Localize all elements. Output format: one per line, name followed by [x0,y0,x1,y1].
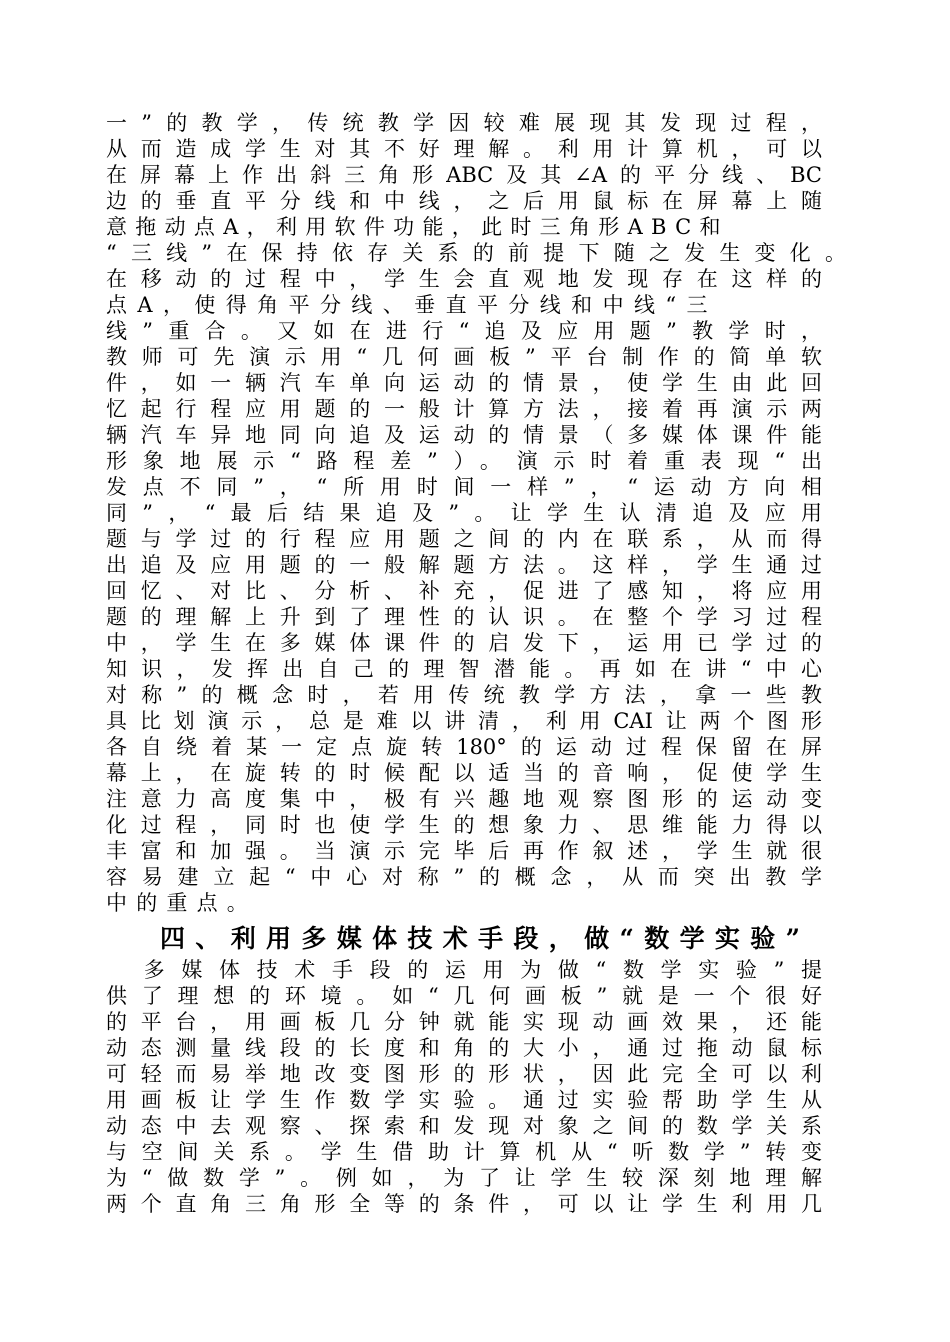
text-line: 点A，使得角平分线、垂直平分线和中线“三 [106,293,718,317]
text-line: 化过程，同时也使学生的想象力、思维能力得以 [106,813,822,837]
text-line: 同”，“最后结果追及”。让学生认清追及应用 [106,501,822,525]
text-line: “三线”在保持依存关系的前提下随之发生变化。 [106,241,846,265]
text-line: 线”重合。又如在进行“追及应用题”教学时， [106,319,822,343]
text-line: 在屏幕上作出斜三角形ABC及其∠A的平分线、BC [106,163,822,187]
text-line: 出追及应用题的一般解题方法。这样，学生通过 [106,553,822,577]
text-line: 注意力高度集中，极有兴趣地观察图形的运动变 [106,787,822,811]
text-line: 知识，发挥出自己的理智潜能。再如在讲“中心 [106,657,822,681]
text-line: 用画板让学生作数学实验。通过实验帮助学生从 [106,1088,822,1112]
text-line: 容易建立起“中心对称”的概念，从而突出教学 [106,865,822,889]
text-line: 为“做数学”。例如，为了让学生较深刻地理解 [106,1166,822,1190]
text-line: 发点不同”，“所用时间一样”，“运动方向相 [106,475,822,499]
text-line: 动态中去观察、探索和发现对象之间的数学关系 [106,1114,822,1138]
text-line: 意拖动点A，利用软件功能，此时三角形ABC和 [106,215,729,239]
text-line: 在移动的过程中，学生会直观地发现存在这样的 [106,267,822,291]
text-line: 与空间关系。学生借助计算机从“听数学”转变 [106,1140,822,1164]
text-line: 动态测量线段的长度和角的大小，通过拖动鼠标 [106,1036,822,1060]
text-line: 幕上，在旋转的时候配以适当的音响，促使学生 [106,761,822,785]
text-line: 件，如一辆汽车单向运动的情景，使学生由此回 [106,371,822,395]
text-line: 题与学过的行程应用题之间的内在联系，从而得 [106,527,822,551]
text-line: 回忆、对比、分析、补充，促进了感知，将应用 [106,579,822,603]
text-line: 多媒体技术手段的运用为做“数学实验”提 [106,958,822,982]
text-line: 辆汽车异地同向追及运动的情景（多媒体课件能 [106,423,822,447]
section-heading: 四、利用多媒体技术手段，做“数学实验” [160,924,800,953]
text-line: 中，学生在多媒体课件的启发下，运用已学过的 [106,631,822,655]
text-line: 的平台，用画板几分钟就能实现动画效果，还能 [106,1010,822,1034]
text-line: 边的垂直平分线和中线，之后用鼠标在屏幕上随 [106,189,822,213]
text-line: 对称”的概念时，若用传统教学方法，拿一些教 [106,683,822,707]
text-line: 从而造成学生对其不好理解。利用计算机，可以 [106,137,822,161]
text-line: 各自绕着某一定点旋转180°的运动过程保留在屏 [106,735,822,759]
text-line: 形象地展示“路程差”）。演示时着重表现“出 [106,449,822,473]
text-line: 两个直角三角形全等的条件，可以让学生利用几 [106,1192,822,1216]
text-line: 具比划演示，总是难以讲清，利用CAI让两个图形 [106,709,822,733]
text-line: 供了理想的环境。如“几何画板”就是一个很好 [106,984,822,1008]
text-line: 教师可先演示用“几何画板”平台制作的简单软 [106,345,822,369]
text-line: 题的理解上升到了理性的认识。在整个学习过程 [106,605,822,629]
text-line: 一”的教学，传统教学因较难展现其发现过程， [106,111,822,135]
text-line: 忆起行程应用题的一般计算方法，接着再演示两 [106,397,822,421]
text-line: 可轻而易举地改变图形的形状，因此完全可以利 [106,1062,822,1086]
text-line: 丰富和加强。当演示完毕后再作叙述，学生就很 [106,839,822,863]
text-line: 中的重点。 [106,891,257,915]
